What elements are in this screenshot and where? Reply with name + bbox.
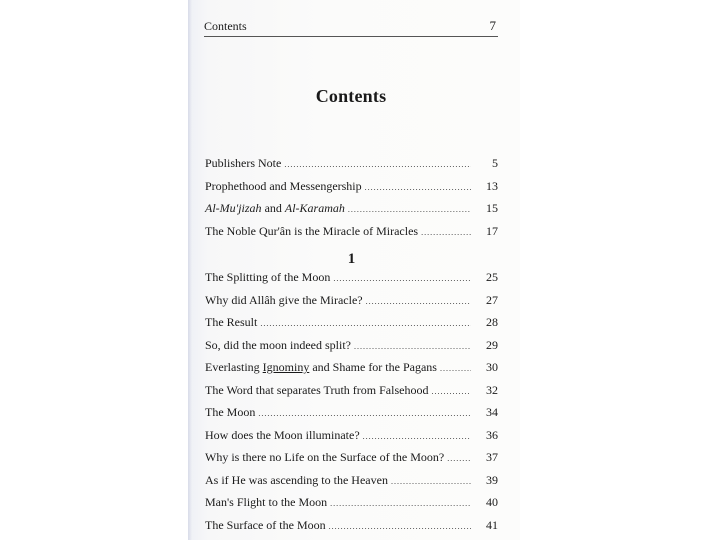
- toc-entry: [205, 293, 498, 316]
- dot-leader: [366, 297, 471, 306]
- toc-entry-page: 41: [486, 517, 498, 532]
- toc-entry-page: 39: [486, 472, 498, 487]
- toc-entry-page: 40: [486, 495, 498, 509]
- toc-entry-page: 17: [486, 223, 498, 238]
- toc-entry-title: How does the Moon illuminate?: [205, 427, 360, 442]
- toc-entry-title-underlined: Ignominy: [262, 360, 310, 374]
- toc-entry: [205, 179, 498, 202]
- toc-entry: [205, 201, 498, 224]
- toc-entry-title-italic: Al-Karamah: [284, 201, 345, 215]
- toc-entry: [205, 450, 498, 473]
- toc-entry-title-text: and Shame for the Pagans: [309, 360, 437, 374]
- toc-entry: [205, 338, 498, 361]
- toc-entry-title: The Result: [205, 315, 258, 329]
- toc-entry-title: The Word that separates Truth from Falsehood: [205, 382, 429, 397]
- toc-entry-page: 36: [486, 427, 498, 442]
- toc-entry-page: 30: [486, 360, 498, 374]
- toc-entry-title: The Splitting of the Moon: [205, 270, 331, 284]
- dot-leader: [391, 477, 471, 486]
- running-head-title: Contents: [204, 19, 247, 33]
- toc-entry: [205, 270, 498, 293]
- toc-entry: [205, 473, 498, 496]
- toc-entry: [205, 360, 498, 383]
- toc-entry-title-text: and: [261, 201, 285, 215]
- toc-entry-title: Publishers Note: [205, 156, 282, 170]
- table-of-contents: [205, 156, 498, 540]
- running-head: [204, 18, 498, 37]
- toc-entry: [205, 428, 498, 451]
- toc-entry-page: 28: [486, 315, 498, 329]
- dot-leader: [329, 522, 471, 531]
- toc-entry-title: The Moon: [205, 405, 256, 419]
- toc-entry-page: 25: [486, 270, 498, 284]
- toc-entry-page: 37: [486, 450, 498, 464]
- toc-entry-page: 27: [486, 292, 498, 307]
- dot-leader: [260, 319, 471, 328]
- toc-entry: [205, 156, 498, 179]
- dot-leader: [440, 364, 471, 373]
- toc-entry: [205, 518, 498, 540]
- dot-leader: [365, 183, 471, 192]
- toc-entry: [205, 495, 498, 518]
- dot-leader: [431, 387, 471, 396]
- toc-entry-title: Why is there no Life on the Surface of the Moon?: [205, 450, 445, 464]
- dot-leader: [421, 228, 471, 237]
- dot-leader: [330, 499, 471, 508]
- toc-entry-page: 5: [492, 156, 498, 170]
- toc-entry-title: [205, 360, 437, 375]
- running-head-page-number: 7: [489, 18, 496, 33]
- section-number: 1: [347, 251, 356, 267]
- dot-leader: [284, 160, 471, 169]
- dot-leader: [447, 454, 471, 463]
- toc-entry-title: So, did the moon indeed split?: [205, 337, 351, 352]
- toc-entry: [205, 383, 498, 406]
- dot-leader: [258, 409, 471, 418]
- toc-entry-page: 29: [486, 337, 498, 352]
- toc-entry-title-text: Everlasting: [205, 360, 263, 374]
- dot-leader: [333, 274, 471, 283]
- dot-leader: [363, 432, 471, 441]
- toc-entry-page: 13: [486, 178, 498, 193]
- toc-entry-title-italic: Al-Mu'jizah: [205, 201, 262, 215]
- toc-entry-title: [205, 201, 345, 216]
- toc-entry: [205, 315, 498, 338]
- toc-entry-title: As if He was ascending to the Heaven: [205, 472, 388, 487]
- dot-leader: [348, 205, 471, 214]
- dot-leader: [354, 342, 471, 351]
- toc-entry-title: Prophethood and Messengership: [205, 178, 362, 193]
- toc-entry-page: 32: [486, 382, 498, 397]
- toc-entry-title: Man's Flight to the Moon: [205, 495, 328, 509]
- page-title: Contents: [315, 86, 387, 106]
- toc-entry: [205, 224, 498, 247]
- toc-entry-title: The Surface of the Moon: [205, 517, 326, 532]
- toc-entry-page: 15: [486, 201, 498, 215]
- toc-entry: [205, 405, 498, 428]
- toc-entry-title: Why did Allâh give the Miracle?: [205, 292, 363, 307]
- toc-entry-page: 34: [486, 405, 498, 419]
- toc-entry-title: The Noble Qur'ân is the Miracle of Miracles: [205, 223, 419, 238]
- page-gutter-shadow: [188, 0, 192, 540]
